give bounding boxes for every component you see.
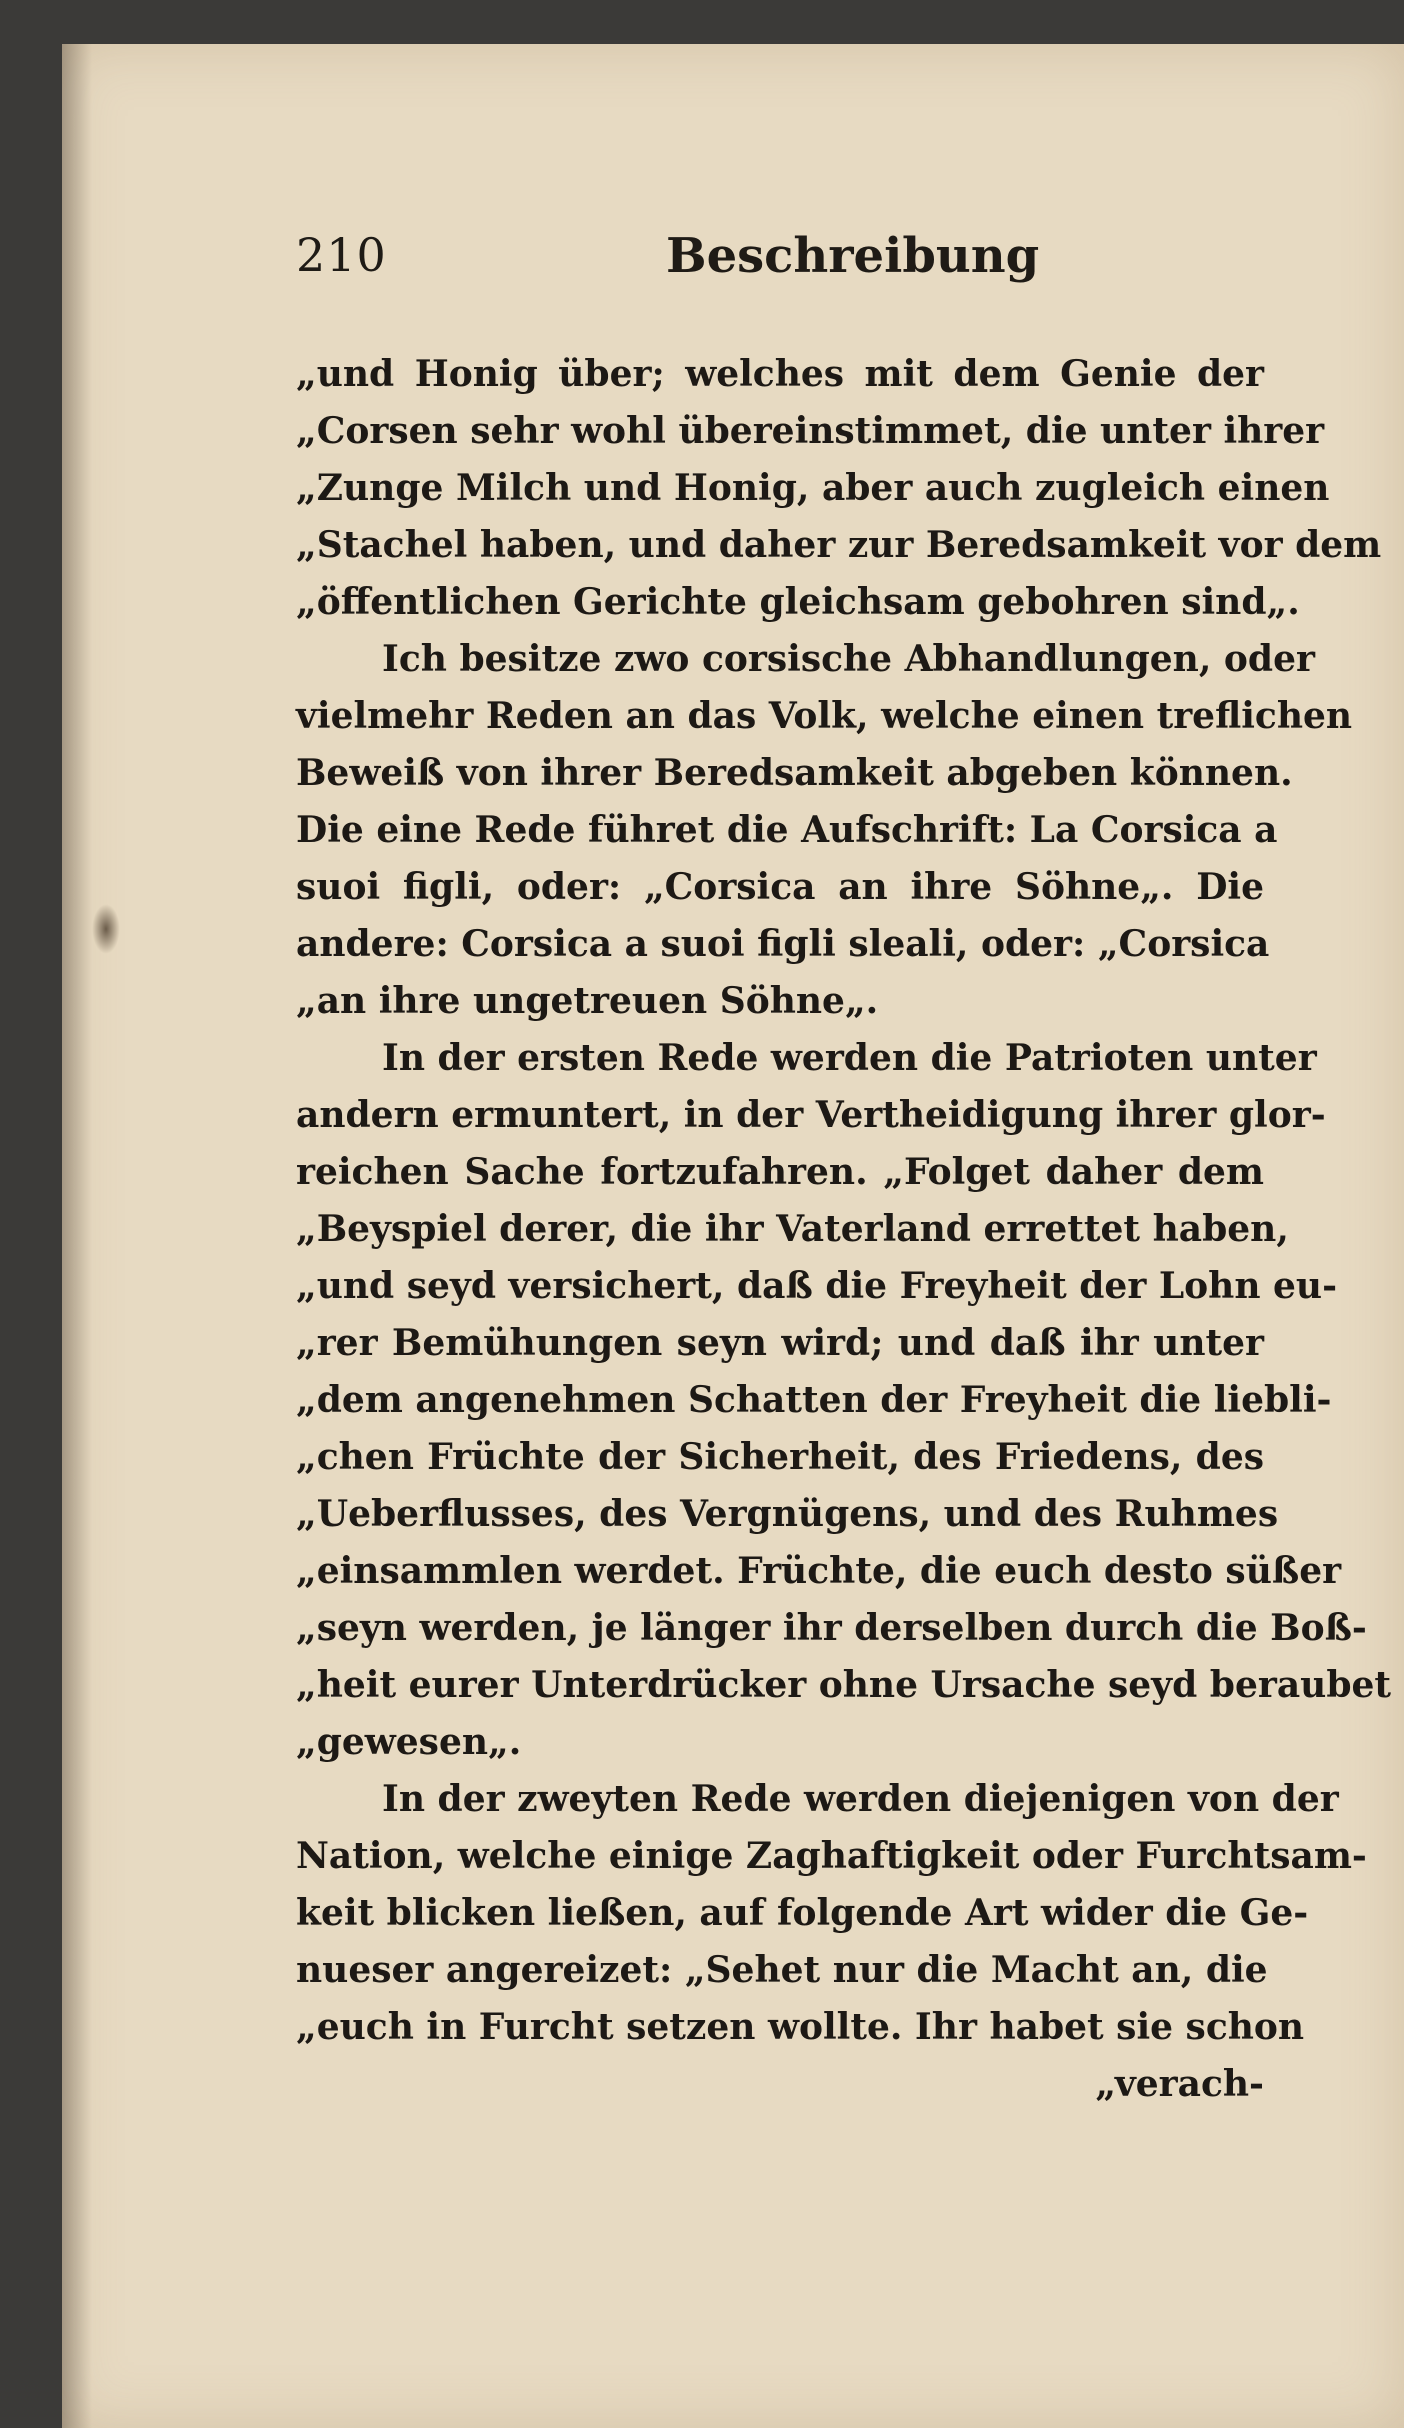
page-header	[296, 228, 1040, 298]
text-line: reichen Sache fortzufahren. „Folget daher dem	[296, 1151, 1264, 1193]
text-line: nueser angereizet: „Sehet nur die Macht an, die	[296, 1949, 1268, 1991]
text-line: suoi figli, oder: „Corsica an ihre Söhne„. Die	[296, 866, 1264, 908]
text-line: „Ueberflusses, des Vergnügens, und des Ruhmes	[296, 1493, 1279, 1535]
text-line: „euch in Furcht setzen wollte. Ihr habet sie schon	[296, 2006, 1305, 2048]
text-line: Ich besitze zwo corsische Abhandlungen, oder	[382, 638, 1315, 680]
text-line: andere: Corsica a suoi figli sleali, oder: „Corsica	[296, 923, 1270, 965]
text-line: „einsammlen werdet. Früchte, die euch desto süßer	[296, 1550, 1342, 1592]
page-number: 210	[296, 228, 387, 282]
text-line: „Beyspiel derer, die ihr Vaterland errettet haben,	[296, 1208, 1289, 1250]
text-line: „chen Früchte der Sicherheit, des Friedens, des	[296, 1436, 1264, 1478]
book-page	[62, 44, 1404, 2428]
text-line: Die eine Rede führet die Aufschrift: La Corsica a	[296, 809, 1278, 851]
text-line: In der zweyten Rede werden diejenigen von der	[382, 1778, 1339, 1820]
text-line: „dem angenehmen Schatten der Freyheit die liebli-	[296, 1379, 1332, 1421]
text-line: „heit eurer Unterdrücker ohne Ursache seyd beraubet	[296, 1664, 1392, 1706]
text-line: „öffentlichen Gerichte gleichsam gebohren sind„.	[296, 581, 1300, 623]
running-title: Beschreibung	[666, 228, 1040, 284]
page-gutter-shadow	[62, 44, 92, 2428]
text-line: andern ermuntert, in der Vertheidigung ihrer glor-	[296, 1094, 1326, 1136]
text-line: Beweiß von ihrer Beredsamkeit abgeben können.	[296, 752, 1293, 794]
text-line: „Zunge Milch und Honig, aber auch zugleich einen	[296, 467, 1330, 509]
text-line: „und seyd versichert, daß die Freyheit der Lohn eu-	[296, 1265, 1338, 1307]
text-line: keit blicken ließen, auf folgende Art wider die Ge-	[296, 1892, 1309, 1934]
text-line: Nation, welche einige Zaghaftigkeit oder Furchtsam-	[296, 1835, 1367, 1877]
text-line: „gewesen„.	[296, 1721, 522, 1763]
text-line: „Stachel haben, und daher zur Beredsamkeit vor dem	[296, 524, 1382, 566]
text-line: „rer Bemühungen seyn wird; und daß ihr unter	[296, 1322, 1264, 1364]
text-line: „Corsen sehr wohl übereinstimmet, die unter ihrer	[296, 410, 1325, 452]
text-line: In der ersten Rede werden die Patrioten unter	[382, 1037, 1317, 1079]
body-text	[296, 346, 1392, 2113]
text-line: „an ihre ungetreuen Söhne„.	[296, 980, 879, 1022]
text-line: vielmehr Reden an das Volk, welche einen treflichen	[296, 695, 1353, 737]
catchword: „verach-	[1095, 2063, 1264, 2105]
page-stain	[92, 904, 120, 954]
text-line: „seyn werden, je länger ihr derselben durch die Boß-	[296, 1607, 1367, 1649]
text-line: „und Honig über; welches mit dem Genie der	[296, 353, 1264, 395]
